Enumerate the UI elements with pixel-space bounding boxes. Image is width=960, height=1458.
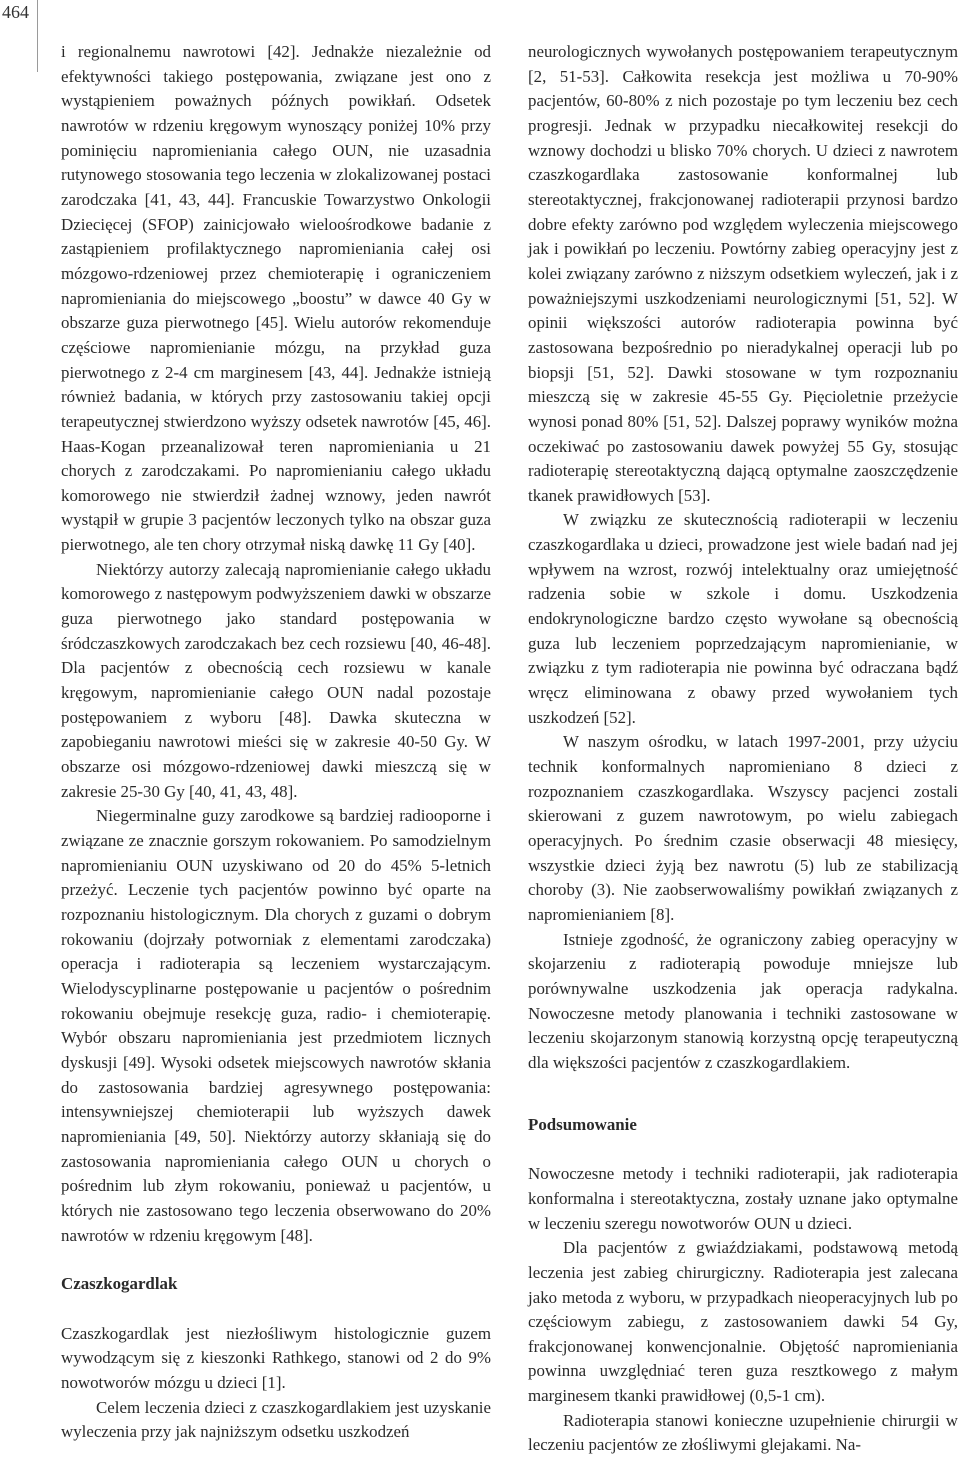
left-column [61,40,491,1445]
right-column [528,40,958,1458]
page-number-divider [37,0,38,72]
body-paragraph: Istnieje zgodność, że ograniczony zabieg operacyjny w skojarzeniu z radioterapią powoduje mniejsze lub porównywalne uszkodzenia jak operacja radykalna. Nowoczesne metody planowania i techniki zastosowane w leczeniu skojarzonym stanowią korzystną opcję terapeutyczną dla większości pacjentów z czaszkogardlakiem. [528,929,958,1072]
body-paragraph: Nowoczesne metody i techniki radioterapii, jak radioterapia konformalna i stereotaktyczna, zostały uznane jako optymalne w leczeniu szeregu nowotworów OUN u dzieci. [528,1164,958,1233]
section-heading-podsumowanie: Podsumowanie [528,1114,637,1134]
body-paragraph: W związku ze skutecznością radioterapii w leczeniu czaszkogardlaka u dzieci, prowadzone jest wiele badań nad jej wpływem na wzrost, rozwój intelektualny oraz umiejętność radzenia sobie w szkole i domu. Uszkodzenia endokrynologiczne bardzo często wywołane są obecnością guza lub leczeniem poprzedzającym napromienianie, w związku z tym radioterapia nie powinna być odraczana bądź wręcz eliminowana z obawy przed wywołaniem tych uszkodzeń [52]. [528,510,958,727]
body-paragraph: Czaszkogardlak jest niezłośliwym histologicznie guzem wywodzącym się z kieszonki Rathkego, stanowi od 2 do 9% nowotworów mózgu u dzieci [1]. [61,1323,491,1393]
page-number: 464 [2,2,29,22]
body-paragraph: Niektórzy autorzy zalecają napromienianie całego układu komorowego z następowym podwyższeniem dawki w obszarze guza pierwotnego jako standard postępowania w śródczaszkowych zarodczakach bez cech rozsiewu [40, 46-48]. Dla pacjentów z obecnością cech rozsiewu w kanale kręgowym, napromienianie całego OUN nadal pozostaje postępowaniem z wyboru [48]. Dawka skuteczna w zapobieganiu nawrotowi mieści się w zakresie 40-50 Gy. W obszarze osi mózgowo-rdzeniowej dawki mieszczą się w zakresie 25-30 Gy [40, 41, 43, 48]. [61,559,491,801]
section-heading-czaszkogardlak: Czaszkogardlak [61,1274,178,1294]
body-paragraph: i regionalnemu nawrotowi [42]. Jednakże niezależnie od efektywności takiego postępowania, związane jest ono z wystąpieniem poważnych późnych powikłań. Odsetek nawrotów w rdzeniu kręgowym wynoszący poniżej 10% przy pominięciu napromieniania całego OUN, nie uzasadnia rutynowego stosowania tego leczenia w zlokalizowanej postaci zarodczaka [41, 43, 44]. Francuskie Towarzystwo Onkologii Dziecięcej (SFOP) zainicjowało wieloośrodkowe badanie z zastąpieniem profilaktycznego napromieniania całej osi mózgowo-rdzeniowej przez chemioterapię i ograniczeniem napromieniania do miejscowego „boostu” w dawce 40 Gy w obszarze guza pierwotnego [45]. Wielu autorów rekomenduje częściowe napromienianie mózgu, na przykład guza pierwotnego z 2-4 cm marginesem [43, 44]. Jednakże istnieją również badania, w których przy zastosowaniu takiej opcji terapeutycznej stwierdzono wyższy odsetek nawrotów [45, 46]. Haas-Kogan przeanalizował teren napromieniania u 21 chorych z zarodczakami. Po napromienianiu całego układu komorowego nie stwierdził żadnej wznowy, jeden nawrót wystąpił w grupie 3 pacjentów leczonych tylko na obszar guza pierwotnego, ale ten chory otrzymał niską dawkę 11 Gy [40]. [61,42,491,555]
body-paragraph: Niegerminalne guzy zarodkowe są bardziej radiooporne i związane ze znacznie gorszym rokowaniem. Po samodzielnym napromienianiu OUN uzyskiwano od 20 do 45% 5-letnich przeżyć. Leczenie tych pacjentów powinno być oparte na rozpoznaniu histologicznym. Dla chorych z guzami o dobrym rokowaniu (dojrzały potworniak z elementami zarodczaka) operacja i radioterapia są leczeniem wystarczającym. Wielodyscyplinarne postępowanie u pacjentów o pośrednim rokowaniu obejmuje resekcję guza, radio- i chemioterapię. Wybór obszaru napromieniania jest przedmiotem licznych dyskusji [49]. Wysoki odsetek miejscowych nawrotów skłania do zastosowania bardziej agresywnego postępowania: intensywniejszej chemioterapii lub wyższych dawek napromieniania [49, 50]. Niektórzy autorzy skłaniają się do zastosowania napromieniania całego OUN u chorych o pośrednim lub złym rokowaniu, ponieważ u pacjentów, u których nie zastosowano tego leczenia obserwowano do 20% nawrotów w rdzeniu kręgowym [48]. [61,806,491,1245]
body-paragraph: Radioterapia stanowi konieczne uzupełnienie chirurgii w leczeniu pacjentów ze złośliwymi glejakami. Na- [528,1410,958,1455]
body-paragraph: Dla pacjentów z gwiaździakami, podstawową metodą leczenia jest zabieg chirurgiczny. Radioterapia jest zalecana jako metoda z wyboru, w przypadkach nieoperacyjnych lub po częściowym zabiegu, z zastosowaniem dawki 54 Gy, frakcjonowanej konwencjonalnie. Objętość napromieniania powinna uwzględniać teren guza resztkowego z małym marginesem tkanki prawidłowej (0,5-1 cm). [528,1238,958,1406]
body-paragraph: W naszym ośrodku, w latach 1997-2001, przy użyciu technik konformalnych napromieniano 8 dzieci z rozpoznaniem czaszkogardlaka. Wszyscy pacjenci zostali skierowani z guzem nawrotowym, po wielu zabiegach operacyjnych. Po średnim czasie obserwacji 48 miesięcy, wszystkie dzieci żyją bez nawrotu (5) lub ze stabilizacją choroby (3). Nie zaobserwowaliśmy powikłań związanych z napromienianiem [8]. [528,732,958,924]
body-paragraph: neurologicznych wywołanych postępowaniem terapeutycznym [2, 51-53]. Całkowita resekcja jest możliwa u 70-90% pacjentów, 60-80% z nich pozostaje po tym leczeniu bez cech progresji. Jednak w przypadku niecałkowitej resekcji do wznowy dochodzi u blisko 70% chorych. U dzieci z nawrotem czaszkogardlaka zastosowanie konformalnej lub stereotaktycznej, frakcjonowanej radioterapii przynosi bardzo dobre efekty zarówno pod względem wyleczenia miejscowego jak i powikłań po leczeniu. Powtórny zabieg operacyjny jest z kolei związany zarówno z niższym odsetkiem wyleczeń, jak i z poważniejszymi uszkodzeniami neurologicznymi [51, 52]. W opinii większości autorów radioterapia powinna być zastosowana bezpośrednio po nieradykalnej operacji lub po biopsji [51, 52]. Dawki stosowane w tym rozpoznaniu mieszczą się w zakresie 45-55 Gy. Pięcioletnie przeżycie wynosi ponad 80% [51, 52]. Dalszej poprawy wyników można oczekiwać po zastosowaniu dawek powyżej 55 Gy, stosując radioterapię stereotaktyczną dającą optymalne zaoszczędzenie tkanek prawidłowych [53]. [528,42,958,505]
body-paragraph: Celem leczenia dzieci z czaszkogardlakiem jest uzyskanie wyleczenia przy jak najniższym odsetku uszkodzeń [61,1397,491,1442]
